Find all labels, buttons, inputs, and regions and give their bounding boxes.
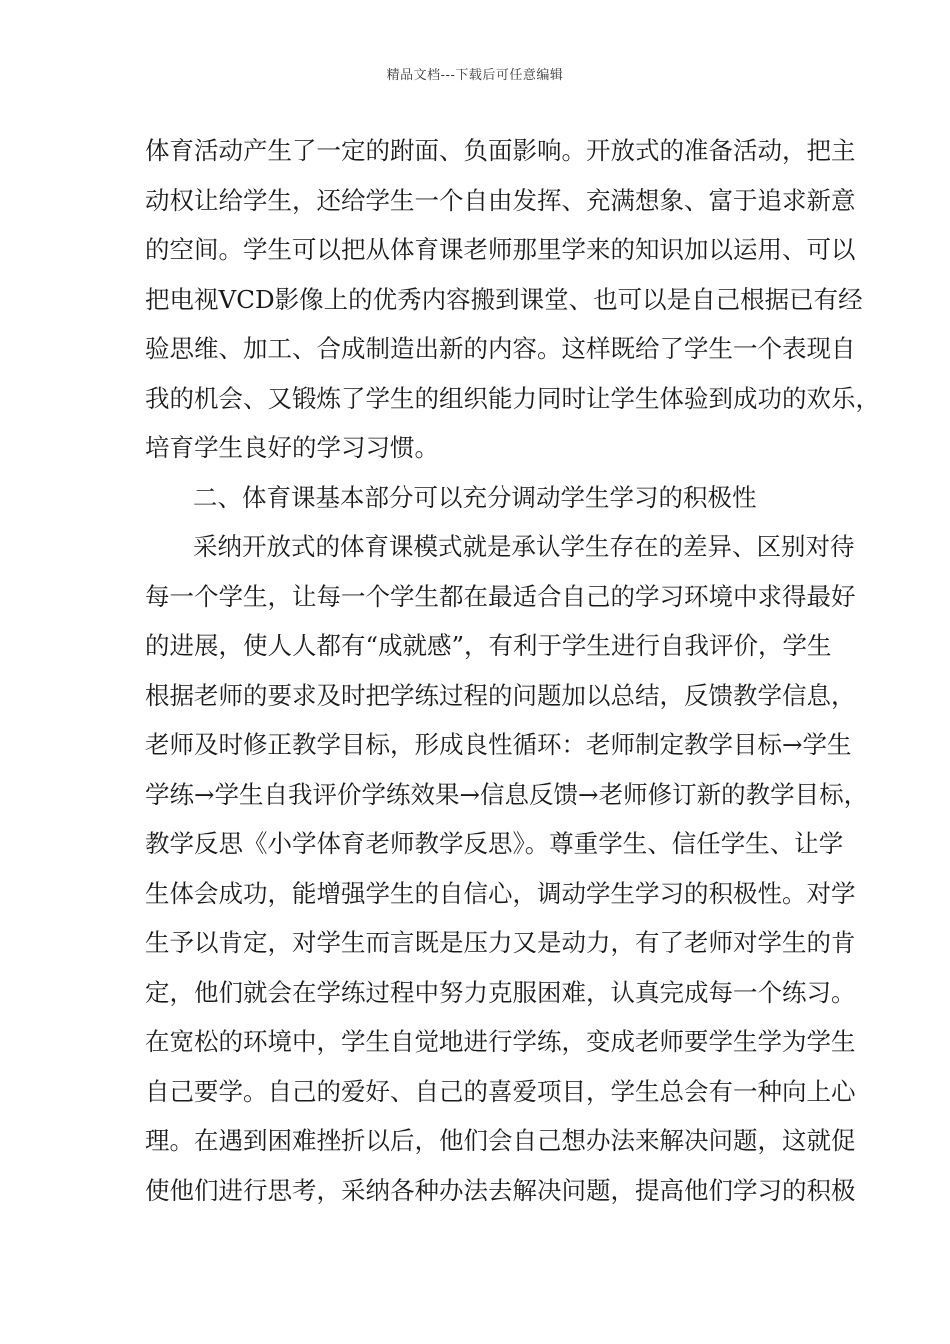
- section-heading: 二、体育课基本部分可以充分调动学生学习的积极性: [193, 482, 757, 512]
- page-header: 精品文档---下载后可任意编辑: [386, 68, 564, 83]
- text-line: 生体会成功，能增强学生的自信心，调动学生学习的积极性。对学: [145, 878, 856, 908]
- text-line: 动权让给学生，还给学生一个自由发挥、充满想象、富于追求新意: [145, 185, 856, 215]
- text-line: 验思维、加工、合成制造出新的内容。这样既给了学生一个表现自: [145, 334, 856, 363]
- paragraph-start-line: 采纳开放式的体育课模式就是承认学生存在的差异、区别对待: [193, 532, 855, 561]
- text-line: 学练→学生自我评价学练效果→信息反馈→老师修订新的教学目标，: [145, 779, 869, 809]
- text-line: 使他们进行思考，采纳各种办法去解决问题，提高他们学习的积极: [145, 1175, 856, 1205]
- text-line: 的进展，使人人都有“成就感”，有利于学生进行自我评价，学生: [145, 631, 832, 660]
- text-line: 教学反思《小学体育老师教学反思》。尊重学生、信任学生、让学: [145, 829, 844, 858]
- text-line: 的空间。学生可以把从体育课老师那里学来的知识加以运用、可以: [145, 235, 856, 264]
- text-line: 在宽松的环境中，学生自觉地进行学练，变成老师要学生学为学生: [145, 1027, 856, 1056]
- text-line: 每一个学生，让每一个学生都在最适合自己的学习环境中求得最好: [145, 581, 856, 611]
- text-line: 老师及时修正教学目标，形成良性循环：老师制定教学目标→学生: [145, 730, 852, 759]
- document-body: [145, 126, 880, 1215]
- text-line: 生予以肯定，对学生而言既是压力又是动力，有了老师对学生的肯: [145, 928, 856, 957]
- text-line: 培育学生良好的学习习惯。: [145, 433, 439, 462]
- text-line: 定，他们就会在学练过程中努力克服困难，认真完成每一个练习。: [145, 977, 856, 1007]
- text-line: 根据老师的要求及时把学练过程的问题加以总结，反馈教学信息，: [145, 680, 856, 710]
- text-line: 把电视VCD影像上的优秀内容搬到课堂、也可以是自己根据已有经: [145, 284, 863, 314]
- text-line: 我的机会、又锻炼了学生的组织能力同时让学生体验到成功的欢乐，: [145, 383, 880, 413]
- text-line: 体育活动产生了一定的跗面、负面影响。开放式的准备活动，把主: [145, 136, 856, 165]
- text-line: 理。在遇到困难挫折以后，他们会自己想办法来解决问题，这就促: [145, 1126, 856, 1155]
- text-line: 自己要学。自己的爱好、自己的喜爱项目，学生总会有一种向上心: [145, 1076, 856, 1106]
